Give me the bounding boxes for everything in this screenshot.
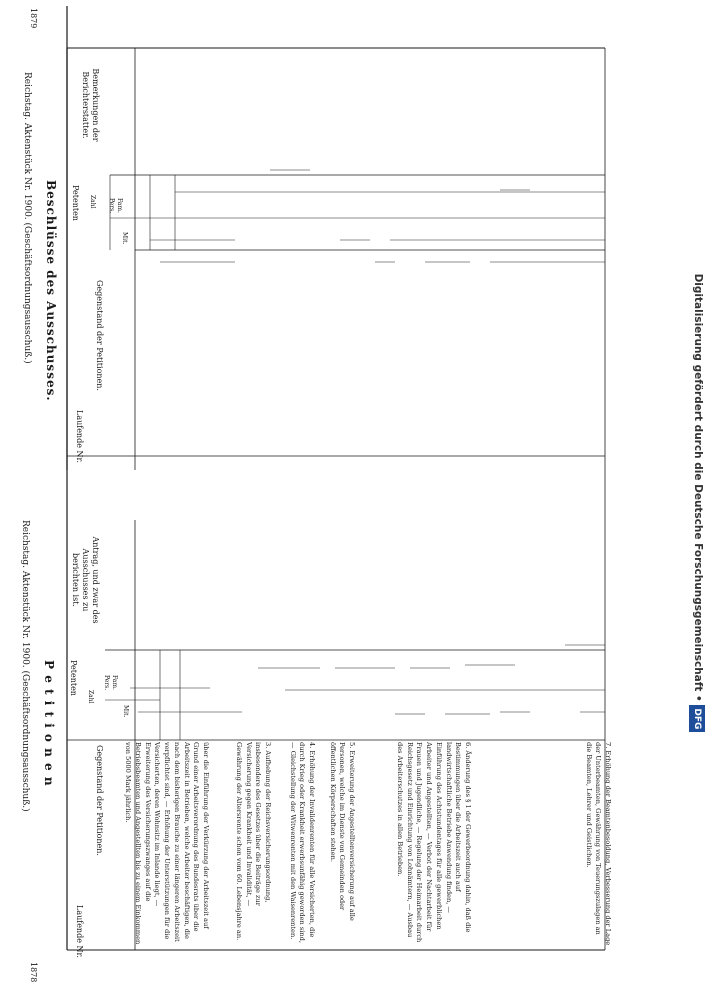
left-page-number: 1878 [29, 962, 38, 983]
left-col-count-sub-2: Pers. [103, 675, 110, 691]
left-body-paragraph-3: 4. Erhöhung der Invalidenrenten für alle Versicherten, die durch Krieg oder Krankheit erwerbsunfähig geworden sind, — Gleichstellung der Witwenrenten mit den Waisenrenten. [288, 742, 316, 943]
right-col-petitioners: Petenten [71, 185, 80, 221]
right-col-count: Zahl [89, 195, 96, 209]
left-body-paragraph-4: 5. Erweiterung der Angestelltenversicherung auf alle Personen, welche im Dienste von Gemeinden oder öffentlichen Körperschaften stehen. [328, 742, 356, 921]
dfg-banner-separator: • [692, 695, 704, 706]
left-body-paragraph-2: 3. Aufhebung der Reichsversicherungsordnung, insbesondere des Gesetzes über die Beiträge zur Versicherung gegen Krankheit und Invalidität, — Gewährung der Altersrente schon vom 60. Lebensjahre an. [234, 742, 272, 941]
left-col-number: Laufende Nr. [75, 905, 84, 958]
right-col-subject: Gegenstand der Petitionen. [95, 280, 104, 391]
left-col-decision: Antrag, und zwar des Ausschusses zu berichten ist. [71, 536, 100, 624]
dfg-banner-text-wrap [689, 8, 706, 998]
left-body-paragraph-6: 7. Erhöhung der Beamtenbesoldung, Verbesserung der Lage der Unterbeamten, Gewährung von Teuerungszulagen an die Beamten, Lehrer und Geistlichen. [584, 742, 612, 946]
left-body-paragraph-5: 6. Änderung des § 1 der Gewerbeordnung dahin, daß die Bestimmungen über die Arbeitszeit auch auf landwirtschaftliche Betriebe Anwendung finden, — Einführung des Achtstundentages für alle gewerblichen Arbeiter und Angestellten, — Verbot der Nachtarbeit für Frauen und Jugendliche, — Regelung der Heimarbeit durch Reichsgesetz und Einrichtung von Lohnämtern, — Ausbau des Arbeiterschutzes in allen Betrieben. [396, 742, 472, 943]
dfg-banner [690, 8, 706, 998]
right-col-count-sub-2: Pers. [108, 198, 115, 214]
left-page-table-title: P e t i t i o n e n [42, 660, 56, 787]
left-page-running-head: Reichstag. Aktenstück Nr. 1900. (Geschäftsordnungsausschuß.) [20, 520, 30, 812]
right-col-number: Laufende Nr. [75, 410, 84, 463]
left-col-petitioners: Petenten [69, 660, 78, 696]
right-col-remarks: Bemerkungen der Berichterstatter. [81, 68, 100, 142]
left-col-count-sub-1: Mit. [122, 705, 129, 718]
left-col-count-sub-3: Fam. [111, 675, 118, 690]
left-col-subject: Gegenstand der Petitionen. [95, 745, 104, 856]
right-page-number: 1879 [29, 8, 38, 29]
dfg-banner-text: Digitalisierung gefördert durch die Deutsche Forschungsgemeinschaft [692, 273, 704, 692]
right-col-count-sub-3: Fam. [116, 198, 123, 213]
right-page-table-title: Beschlüsse des Ausschusses. [44, 180, 58, 402]
left-col-count: Zahl [87, 690, 94, 704]
right-page-running-head: Reichstag. Aktenstück Nr. 1900. (Geschäftsordnungsausschuß.) [22, 72, 32, 364]
dfg-logo: DFG [689, 705, 705, 732]
left-body-paragraph-1: über die Einführung der Verkürzung der Arbeitszeit auf Grund einer Arbeitsverordnung des Bundesrats über die Arbeitszeit in Betrieben, welche Arbeiter beschäftigen, die nach dem bisherigen Brauche zu einer längeren Arbeitszeit verpflichtet sind, — Erhöhung der Unterstützungen für die Versicherten, deren Wohnsitz im Inlande liegt, — Erweiterung des Versicherungszwanges auf die Betriebsbeamten und Angestellten bis zu einem Einkommen von 5000 Mark jährlich. [124, 742, 210, 945]
right-col-count-sub-1: Mit. [121, 232, 128, 245]
